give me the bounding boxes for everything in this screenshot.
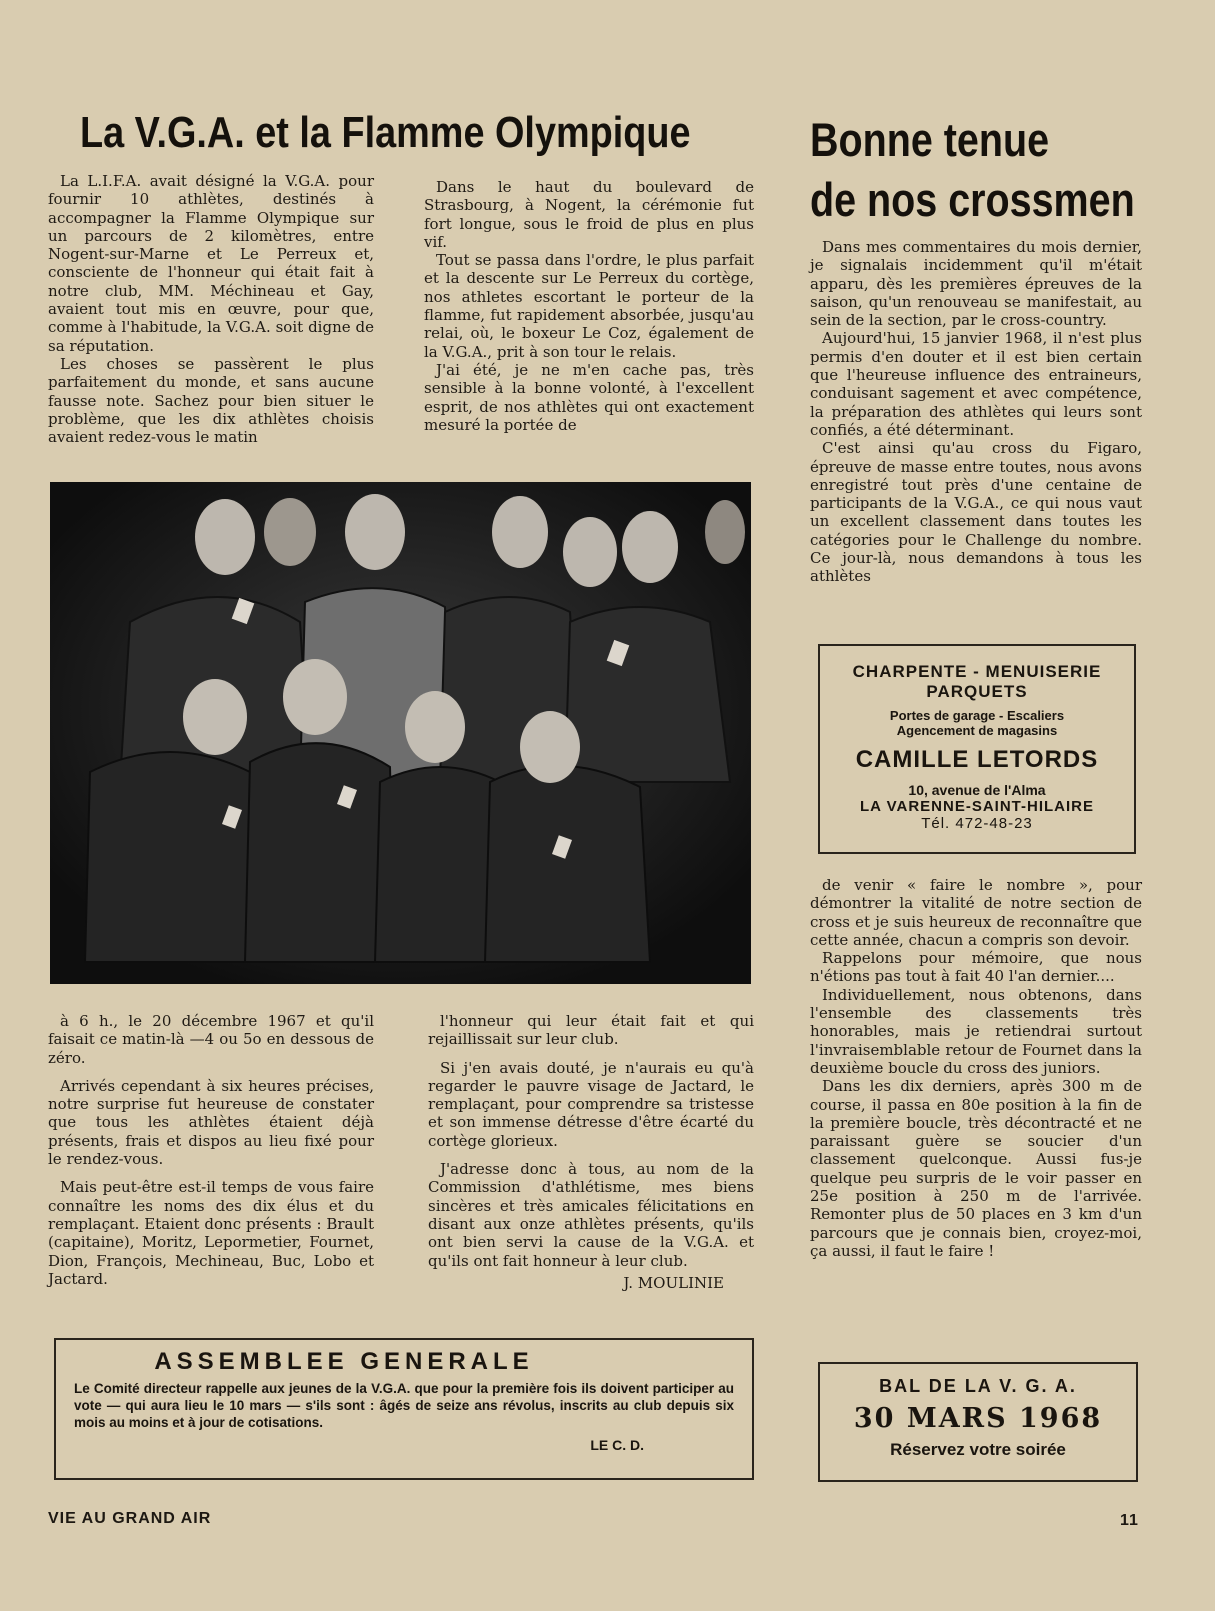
assembly-title: ASSEMBLEE GENERALE: [154, 1348, 534, 1375]
ad-line3: Portes de garage - Escaliers: [889, 708, 1065, 723]
page-number: 11: [1120, 1512, 1139, 1529]
paragraph: J'adresse donc à tous, au nom de la Commission d'athlétisme, mes biens sincères et très amicales félicitations en disant aux onze athlètes présents, qu'ils ont bien servi la cause de la V.G.A. et qu'ils ont fait honneur à leur club.: [428, 1160, 754, 1270]
ball-title: BAL DE LA V. G. A.: [879, 1376, 1077, 1396]
paragraph: Rappelons pour mémoire, que nous n'étions pas tout à fait 40 l'an dernier....: [810, 949, 1142, 986]
ball-date: 30 MARS 1968: [853, 1403, 1103, 1434]
paragraph: Individuellement, nous obtenons, dans l'ensemble des classements très honorables, mais je retiendrai surtout l'invraisemblable retour de Fournet dans la deuxième boucle du cross des juniors.: [810, 985, 1142, 1077]
ad-company-name: CAMILLE LETORDS: [855, 746, 1099, 773]
assembly-signature: LE C. D.: [590, 1437, 644, 1453]
ad-line1: CHARPENTE - MENUISERIE: [852, 662, 1102, 681]
team-photo: [50, 482, 751, 984]
paragraph: l'honneur qui leur était fait et qui rejaillissait sur leur club.: [428, 1012, 754, 1049]
ad-line2: PARQUETS: [926, 682, 1028, 701]
crossmen-col-bottom: [810, 876, 1142, 1260]
ad-city: LA VARENNE-SAINT-HILAIRE: [860, 798, 1094, 815]
assembly-notice-box: [54, 1338, 754, 1480]
paragraph: La L.I.F.A. avait désigné la V.G.A. pour fournir 10 athlètes, destinés à accompagner la Flamme Olympique sur un parcours de 2 kilomètres, entre Nogent-sur-Marne et Le Perreux et, consciente de l'honneur qui était fait à notre club, MM. Méchineau et Gay, avaient tout mis en œuvre, pour que, comme à l'habitude, la V.G.A. soit digne de sa réputation.: [48, 172, 374, 355]
paragraph: Dans mes commentaires du mois dernier, je signalais incidemment qu'il m'était apparu, dès les premières épreuves de la saison, qu'un renouveau se manifestait, au sein de la section, par le cross-country.: [810, 238, 1142, 330]
ad-address: 10, avenue de l'Alma: [908, 782, 1046, 798]
article-col2-top: [424, 178, 754, 434]
assembly-text: Le Comité directeur rappelle aux jeunes de la V.G.A. que pour la première fois ils doivent participer au vote — qui aura lieu le 10 mars — s'ils sont : âgés de seize ans révolus, inscrits au club depuis six mois au moins et à jour de cotisations.: [74, 1381, 734, 1430]
ad-phone: Tél. 472-48-23: [921, 815, 1033, 832]
paragraph: Dans le haut du boulevard de Strasbourg, à Nogent, la cérémonie fut fort longue, sous le froid de plus en plus vif.: [424, 178, 754, 251]
article-col1-bottom: [48, 1012, 374, 1288]
paragraph: Mais peut-être est-il temps de vous faire connaître les noms des dix élus et du remplaçant. Etaient donc présents : Brault (capitaine), Moritz, Lepormetier, Fournet, Dion, François, Mechineau, Buc, Lobo et Jactard.: [48, 1178, 374, 1288]
paragraph: C'est ainsi qu'au cross du Figaro, épreuve de masse entre toutes, nous avons enregistré tout près d'une centaine de participants de la V.G.A., ce qui nous vaut un excellent classement dans toutes les catégories pour le Challenge du nombre. Ce jour-là, nous demandons à tous les athlètes: [810, 439, 1142, 586]
paragraph: de venir « faire le nombre », pour démontrer la vitalité de notre section de cross et je suis heureux de reconnaître que cette année, chacun a compris son devoir.: [810, 876, 1142, 949]
magazine-name: VIE AU GRAND AIR: [48, 1510, 212, 1527]
ball-announcement-box: [818, 1362, 1138, 1482]
crossmen-title-line1: Bonne tenue: [810, 113, 1050, 166]
paragraph: J'ai été, je ne m'en cache pas, très sensible à la bonne volonté, à l'excellent esprit, de nos athlètes qui ont exactement mesuré la portée de: [424, 360, 754, 434]
crossmen-title-line2: de nos crossmen: [810, 173, 1135, 226]
team-photo-illustration: [50, 482, 751, 984]
paragraph: Les choses se passèrent le plus parfaitement du monde, et sans aucune fausse note. Sachez pour bien situer le problème, que les dix athlètes choisis avaient redez-vous le matin: [48, 354, 374, 447]
advertisement-box: [818, 644, 1136, 854]
ad-line4: Agencement de magasins: [896, 723, 1058, 738]
ball-reserve: Réservez votre soirée: [890, 1440, 1066, 1459]
paragraph: Si j'en avais douté, je n'aurais eu qu'à regarder le pauvre visage de Jactard, le remplaçant, pour comprendre sa tristesse et son immense détresse d'être écarté du cortège glorieux.: [428, 1058, 754, 1150]
paragraph: Tout se passa dans l'ordre, le plus parfait et la descente sur Le Perreux du cortège, nos athletes escortant le porteur de la flamme, fut rapidement absorbée, jusqu'au relai, où, le boxeur Le Coz, également de la V.G.A., prit à son tour le relais.: [424, 251, 754, 361]
paragraph: Aujourd'hui, 15 janvier 1968, il n'est plus permis d'en douter et il est bien certain que l'heureuse influence des entraineurs, conduisant sagement et avec compétence, la préparation des athlètes qui leurs sont confiés, a été déterminant.: [810, 329, 1142, 439]
article-col1-top: [48, 172, 374, 446]
paragraph: Arrivés cependant à six heures précises, notre surprise fut heureuse de constater que tous les athlètes étaient déjà présents, frais et dispos au lieu fixé pour le rendez-vous.: [48, 1076, 374, 1169]
paragraph: Dans les dix derniers, après 300 m de course, il passa en 80e position à la fin de la première boucle, très décontracté et ne paraissant guère se soucier d'un classement quelconque. Aussi fus-je quelque peu surpris de le voir passer en 25e position à 250 m de l'arrivée. Remonter plus de 50 places en 3 km d'un parcours que je connais bien, croyez-moi, ça aussi, il faut le faire !: [810, 1077, 1142, 1260]
article-title: La V.G.A. et la Flamme Olympique: [80, 108, 691, 157]
paragraph: à 6 h., le 20 décembre 1967 et qu'il faisait ce matin-là —4 ou 5o en dessous de zéro.: [48, 1012, 374, 1067]
crossmen-col-top: [810, 238, 1142, 586]
article-signature: J. MOULINIE: [623, 1273, 724, 1292]
crossmen-title: [810, 110, 1135, 230]
article-col2-bottom: [428, 1012, 754, 1292]
